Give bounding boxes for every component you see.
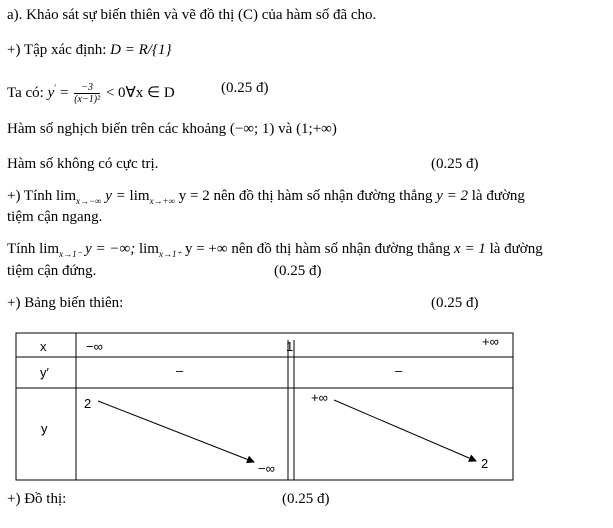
ha-lim-1: lim (56, 188, 77, 204)
derivative-score: (0.25 đ) (221, 80, 269, 96)
y-left-start: 2 (84, 396, 92, 411)
graph-heading: +) Đồ thị: (7, 491, 67, 507)
derivative-eq: = (56, 85, 73, 101)
y-left-end: −∞ (258, 461, 275, 476)
va-lim-2-sub: x→1⁺ (158, 249, 182, 259)
extrema-score: (0.25 đ) (431, 156, 479, 172)
yprime-sign-left: – (176, 363, 184, 378)
table-label-x: x (40, 339, 47, 354)
table-label-y: y (41, 421, 48, 436)
x-neg-infinity: −∞ (86, 339, 103, 354)
y-right-start: +∞ (311, 390, 328, 405)
vertical-asymptote-score: (0.25 đ) (274, 263, 322, 279)
ha-math: y = 2 (436, 188, 468, 204)
va-math: x = 1 (454, 241, 486, 257)
horizontal-asymptote-cont: tiệm cận ngang. (7, 209, 103, 225)
x-one: 1 (286, 339, 294, 354)
ha-mid: y = (101, 188, 130, 204)
monotonic-line: Hàm số nghịch biến trên các khoảng (−∞; 1) và (1;+∞) (7, 121, 337, 137)
domain-math: D = R/{1} (110, 42, 172, 58)
variation-table-heading: +) Bảng biến thiên: (7, 295, 124, 311)
extrema-line: Hàm số không có cực trị. (7, 156, 159, 172)
derivative-rest: < 0∀x ∈ D (102, 85, 175, 101)
va-rest: y = +∞ nên đồ thị hàm số nhận đường thẳng (181, 241, 455, 257)
va-end: là đường (485, 241, 543, 257)
ha-lim-2-sub: x→+∞ (149, 196, 176, 206)
ha-rest: y = 2 nên đồ thị hàm số nhận đường thẳng (175, 188, 437, 204)
derivative-prefix: Ta có: (7, 85, 48, 101)
va-lim-1-sub: x→1⁻ (59, 249, 82, 259)
variation-table-score: (0.25 đ) (431, 295, 479, 311)
decreasing-arrow-left (98, 401, 254, 462)
ha-lim-1-sub: x→−∞ (76, 196, 102, 206)
va-mid: y = −∞; (81, 241, 139, 257)
derivative-y: y (47, 85, 55, 101)
vertical-asymptote-cont: tiệm cận đứng. (7, 263, 97, 279)
table-label-yprime: y′ (40, 365, 49, 380)
ha-end: là đường (468, 188, 525, 204)
derivative-prime: ′ (54, 83, 57, 93)
fraction-numerator: −3 (74, 82, 100, 94)
heading-line: a). Khảo sát sự biến thiên và vẽ đồ thị (C) của hàm số đã cho. (7, 7, 377, 23)
va-lim-1: lim (39, 241, 60, 257)
ha-lim-2: lim (129, 188, 150, 204)
yprime-sign-right: – (395, 363, 403, 378)
y-right-end: 2 (481, 456, 489, 471)
domain-prefix: +) Tập xác định: (7, 42, 111, 58)
x-pos-infinity: +∞ (482, 334, 499, 349)
ha-prefix: +) Tính (7, 188, 57, 204)
fraction-denominator: (x−1)² (74, 94, 101, 106)
va-lim-2: lim (138, 241, 159, 257)
decreasing-arrow-right (334, 400, 476, 461)
va-prefix: Tính (7, 241, 40, 257)
graph-score: (0.25 đ) (282, 491, 330, 507)
